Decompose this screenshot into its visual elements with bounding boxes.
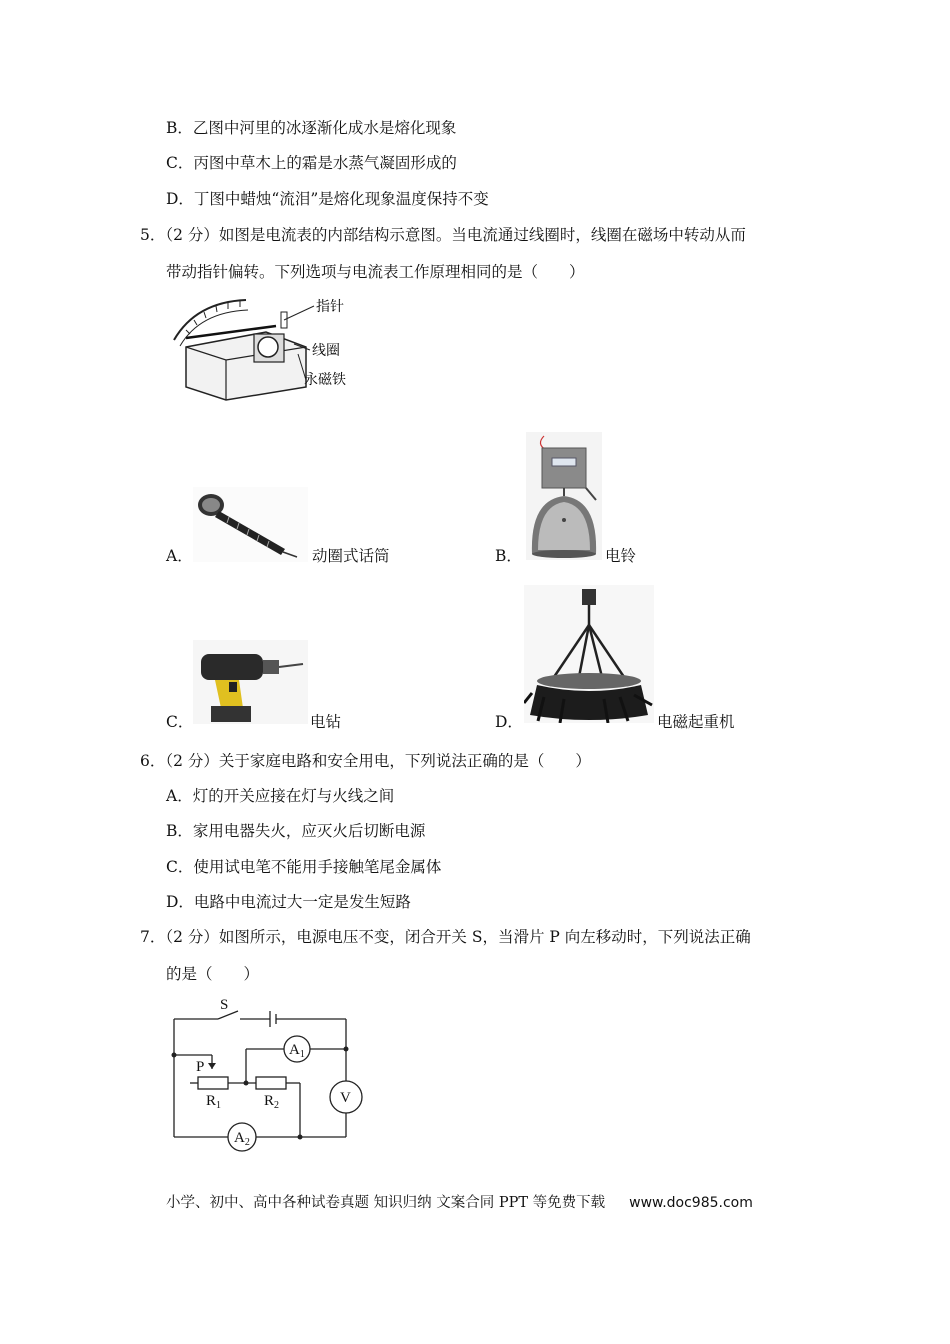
label-coil: 线圈	[312, 343, 340, 359]
q5-option-c-caption: 电钻	[310, 713, 342, 731]
label-magnet: 永磁铁	[304, 372, 346, 388]
label-r1: $R_1$	[206, 1093, 222, 1111]
label-ammeter-a2: $A_2$	[234, 1130, 250, 1148]
q6-stem: 6．（2 分）关于家庭电路和安全用电，下列说法正确的是（ ）	[140, 752, 591, 770]
q4-option-d: D．丁图中蜡烛“流泪”是熔化现象温度保持不变	[166, 190, 489, 208]
q4-option-c: C．丙图中草木上的霜是水蒸气凝固形成的	[166, 154, 457, 172]
footer-url[interactable]: www.doc985.com	[629, 1195, 753, 1211]
q7-stem-line2: 的是（ ）	[166, 965, 260, 983]
ammeter-structure-figure	[166, 292, 366, 402]
electric-drill-image	[193, 640, 308, 724]
q5-option-a-caption: 动圈式话筒	[312, 547, 390, 565]
q5-option-a-letter: A．	[166, 547, 193, 565]
label-r2: $R_2$	[264, 1093, 280, 1111]
label-switch-s: S	[220, 997, 229, 1013]
footer-text: 小学、初中、高中各种试卷真题 知识归纳 文案合同 PPT 等免费下载	[166, 1195, 606, 1211]
q5-option-b-caption: 电铃	[605, 547, 637, 565]
label-pointer: 指针	[316, 299, 344, 315]
q6-option-a: A．灯的开关应接在灯与火线之间	[166, 787, 395, 805]
q7-stem-line1: 7．（2 分）如图所示，电源电压不变，闭合开关 S，当滑片 P 向左移动时，下列说法正确	[140, 928, 751, 946]
label-voltmeter-v: V	[340, 1090, 351, 1106]
label-ammeter-a1: $A_1$	[289, 1042, 305, 1060]
q6-option-c: C．使用试电笔不能用手接触笔尾金属体	[166, 858, 442, 876]
electric-bell-image	[526, 432, 602, 560]
q5-option-b-letter: B．	[495, 547, 522, 565]
microphone-image	[193, 487, 308, 562]
page-footer	[166, 1191, 753, 1212]
label-slider-p: P	[196, 1059, 205, 1075]
q5-option-d-letter: D．	[495, 713, 523, 731]
q6-option-d: D．电路中电流过大一定是发生短路	[166, 893, 411, 911]
q4-option-b: B．乙图中河里的冰逐渐化成水是熔化现象	[166, 119, 457, 137]
circuit-diagram	[166, 993, 366, 1155]
q6-option-b: B．家用电器失火，应灭火后切断电源	[166, 822, 426, 840]
q5-option-d-caption: 电磁起重机	[657, 713, 735, 731]
electromagnetic-crane-image	[524, 585, 654, 723]
q5-stem-line2: 带动指针偏转。下列选项与电流表工作原理相同的是（ ）	[166, 263, 585, 281]
q5-option-c-letter: C．	[166, 713, 194, 731]
q5-stem-line1: 5．（2 分）如图是电流表的内部结构示意图。当电流通过线圈时，线圈在磁场中转动从而	[140, 226, 746, 244]
